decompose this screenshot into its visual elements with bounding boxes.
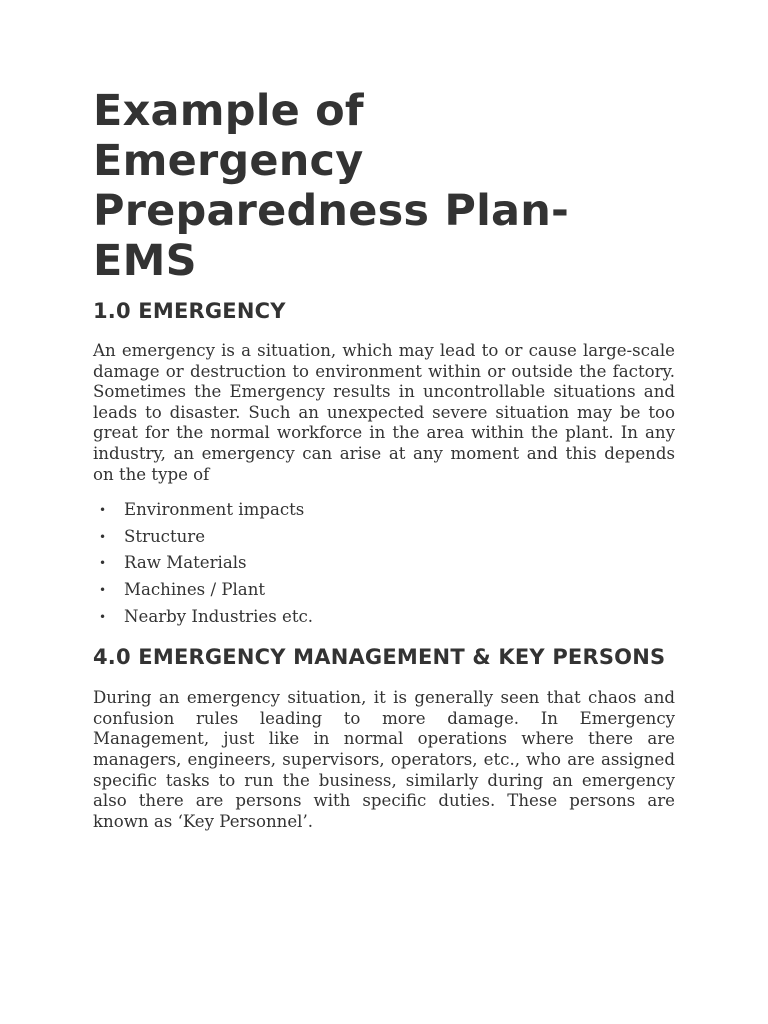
list-item	[93, 497, 675, 524]
title-line: Example of	[93, 86, 364, 136]
emergency-type-list	[93, 497, 675, 630]
list-item-text: Nearby Industries etc.	[124, 606, 314, 626]
document-title	[93, 86, 675, 286]
list-item	[93, 524, 675, 551]
title-line: Emergency	[93, 136, 364, 186]
bullet-icon: •	[99, 503, 107, 518]
list-item-text: Machines / Plant	[124, 579, 266, 599]
bullet-icon: •	[99, 556, 107, 571]
list-item-text: Raw Materials	[124, 553, 247, 573]
section-heading-emergency: 1.0 EMERGENCY	[93, 299, 286, 323]
emergency-management-paragraph: During an emergency situation, it is generally seen that chaos and confusion rules leading to more damage. In Emergency Management, just like in normal operations where there are managers, engineers, supervisors, operators, etc., who are assigned specific tasks to run the business, similarly during an emergency also there are persons with specific duties. These persons are known as ‘Key Personnel’.	[93, 688, 675, 831]
section-heading-emergency-management: 4.0 EMERGENCY MANAGEMENT & KEY PERSONS	[93, 645, 666, 670]
list-item	[93, 577, 675, 604]
title-line: Preparedness Plan-	[93, 186, 570, 236]
document-page	[93, 86, 675, 832]
list-item-text: Structure	[124, 526, 206, 546]
bullet-icon: •	[99, 582, 107, 597]
list-item-text: Environment impacts	[124, 500, 305, 520]
bullet-icon: •	[99, 529, 107, 544]
list-item	[93, 604, 675, 631]
list-item	[93, 550, 675, 577]
title-line: EMS	[93, 236, 197, 286]
emergency-paragraph: An emergency is a situation, which may lead to or cause large-scale damage or destruction to environment within or outside the factory. Sometimes the Emergency results in uncontrollable situations and leads to disaster. Such an unexpected severe situation may be too great for the normal workforce in the area within the plant. In any industry, an emergency can arise at any moment and this depends on the type of	[93, 341, 675, 484]
bullet-icon: •	[99, 609, 107, 624]
